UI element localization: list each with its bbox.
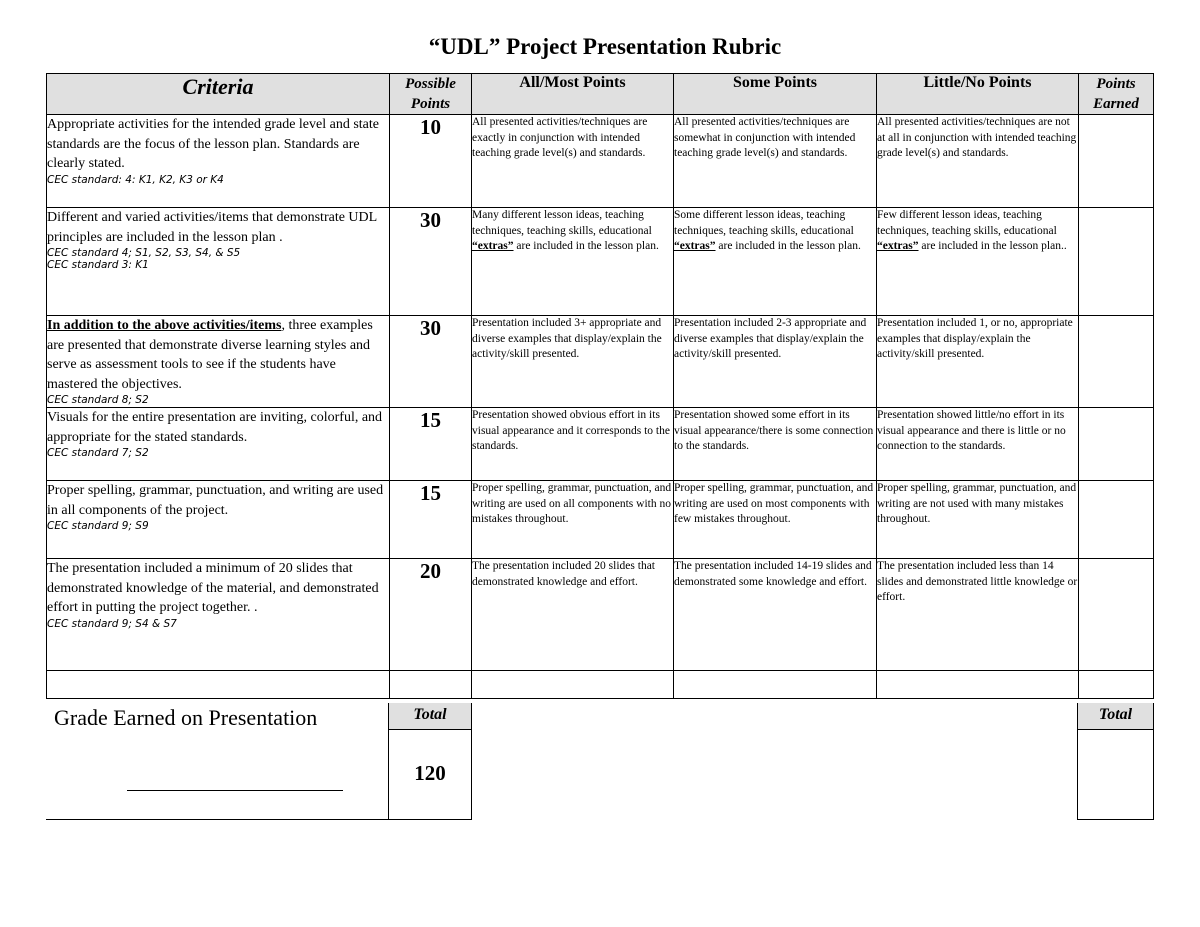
some-description: The presentation included 14-19 slides and demonstrated some knowledge and effort. bbox=[674, 559, 877, 671]
criteria-text: The presentation included a minimum of 20 slides that demonstrated knowledge of the material, and demonstrated effort in putting the project together. . bbox=[47, 561, 379, 615]
points-earned-header: Points Earned bbox=[1079, 74, 1154, 115]
extras-emphasis: “extras” bbox=[877, 240, 919, 252]
cec-standard: CEC standard 8; S2 bbox=[47, 394, 149, 406]
little-no-description: Presentation included 1, or no, appropriate examples that display/explain the activity/skill presented. bbox=[877, 316, 1079, 408]
all-most-description: Proper spelling, grammar, punctuation, and writing are used on all components with no mistakes throughout. bbox=[472, 481, 674, 559]
little-no-description: Presentation showed little/no effort in its visual appearance and there is little or no connection to the standards. bbox=[877, 408, 1079, 481]
criteria-cell bbox=[47, 559, 390, 671]
points-earned-cell[interactable] bbox=[1079, 115, 1154, 208]
criteria-text: Different and varied activities/items that demonstrate UDL principles are included in the lesson plan . bbox=[47, 210, 377, 245]
points-earned-cell[interactable] bbox=[1079, 408, 1154, 481]
header-row bbox=[47, 74, 1154, 115]
table-row bbox=[47, 481, 1154, 559]
little-no-description: Proper spelling, grammar, punctuation, and writing are not used with many mistakes throughout. bbox=[877, 481, 1079, 559]
empty-row bbox=[47, 671, 1154, 699]
criteria-lead: In addition to the above activities/items bbox=[47, 318, 282, 333]
points-earned-cell[interactable] bbox=[1079, 316, 1154, 408]
some-description: Presentation included 2-3 appropriate and diverse examples that display/explain the activity/skill presented. bbox=[674, 316, 877, 408]
little-no-description: Few different lesson ideas, teaching techniques, teaching skills, educational “extras” are included in the lesson plan.. bbox=[877, 208, 1079, 316]
possible-points: 30 bbox=[390, 208, 472, 316]
little-no-points-header: Little/No Points bbox=[877, 74, 1079, 115]
grade-entry-line[interactable] bbox=[127, 790, 343, 791]
some-description: All presented activities/techniques are somewhat in conjunction with intended teaching grade level(s) and standards. bbox=[674, 115, 877, 208]
points-earned-cell[interactable] bbox=[1079, 208, 1154, 316]
criteria-cell bbox=[47, 408, 390, 481]
cec-standard: CEC standard 3: K1 bbox=[47, 259, 149, 271]
possible-total-value: 120 bbox=[414, 761, 446, 785]
possible-points-header: Possible Points bbox=[390, 74, 472, 115]
criteria-text: Appropriate activities for the intended grade level and state standards are the focus of the lesson plan. Standards are clearly stated. bbox=[47, 117, 379, 171]
little-no-description: All presented activities/techniques are not at all in conjunction with intended teaching grade level(s) and standards. bbox=[877, 115, 1079, 208]
extras-emphasis: “extras” bbox=[674, 240, 716, 252]
grade-section bbox=[46, 703, 1153, 821]
criteria-cell bbox=[47, 208, 390, 316]
some-description: Some different lesson ideas, teaching techniques, teaching skills, educational “extras” are included in the lesson plan. bbox=[674, 208, 877, 316]
some-points-header: Some Points bbox=[674, 74, 877, 115]
possible-points: 15 bbox=[390, 408, 472, 481]
cec-standard: CEC standard 9; S9 bbox=[47, 520, 149, 532]
some-description: Presentation showed some effort in its visual appearance/there is some connection to the standards. bbox=[674, 408, 877, 481]
page-title: “UDL” Project Presentation Rubric bbox=[428, 34, 782, 59]
little-no-description: The presentation included less than 14 slides and demonstrated little knowledge or effort. bbox=[877, 559, 1079, 671]
criteria-text: , three examples are presented that demonstrate diverse learning styles and serve as assessment tools to see if the students have mastered the objectives. bbox=[47, 318, 373, 392]
criteria-text: Proper spelling, grammar, punctuation, and writing are used in all components of the project. bbox=[47, 483, 384, 518]
points-earned-cell[interactable] bbox=[1079, 559, 1154, 671]
possible-points: 15 bbox=[390, 481, 472, 559]
all-most-description: The presentation included 20 slides that demonstrated knowledge and effort. bbox=[472, 559, 674, 671]
all-most-description: All presented activities/techniques are exactly in conjunction with intended teaching grade level(s) and standards. bbox=[472, 115, 674, 208]
possible-points: 30 bbox=[390, 316, 472, 408]
table-row bbox=[47, 316, 1154, 408]
possible-points: 10 bbox=[390, 115, 472, 208]
criteria-cell bbox=[47, 481, 390, 559]
cec-standard: CEC standard 9; S4 & S7 bbox=[47, 617, 177, 630]
points-earned-cell[interactable] bbox=[1079, 481, 1154, 559]
criteria-text: Visuals for the entire presentation are inviting, colorful, and appropriate for the stated standards. bbox=[47, 410, 383, 445]
cec-standard: CEC standard 4; S1, S2, S3, S4, & S5 bbox=[47, 247, 241, 259]
possible-points: 20 bbox=[390, 559, 472, 671]
cec-standard: CEC standard 7; S2 bbox=[47, 447, 149, 459]
all-most-description: Presentation included 3+ appropriate and diverse examples that display/explain the activity/skill presented. bbox=[472, 316, 674, 408]
all-most-points-header: All/Most Points bbox=[472, 74, 674, 115]
criteria-cell bbox=[47, 316, 390, 408]
table-row bbox=[47, 115, 1154, 208]
earned-total-label: Total bbox=[1078, 703, 1153, 730]
earned-total-box[interactable] bbox=[1077, 703, 1154, 820]
possible-total-label: Total bbox=[389, 703, 471, 730]
table-row bbox=[47, 408, 1154, 481]
criteria-cell bbox=[47, 115, 390, 208]
some-description: Proper spelling, grammar, punctuation, and writing are used on most components with few mistakes throughout. bbox=[674, 481, 877, 559]
all-most-description: Presentation showed obvious effort in its visual appearance and it corresponds to the standards. bbox=[472, 408, 674, 481]
all-most-description: Many different lesson ideas, teaching techniques, teaching skills, educational “extras” are included in the lesson plan. bbox=[472, 208, 674, 316]
grade-earned-label: Grade Earned on Presentation bbox=[54, 705, 318, 730]
possible-total-box bbox=[388, 703, 472, 820]
extras-emphasis: “extras” bbox=[472, 240, 514, 252]
divider bbox=[46, 819, 389, 820]
table-row bbox=[47, 208, 1154, 316]
table-row bbox=[47, 559, 1154, 671]
rubric-table bbox=[46, 73, 1154, 699]
cec-standard: CEC standard: 4: K1, K2, K3 or K4 bbox=[47, 173, 224, 186]
criteria-header: Criteria bbox=[47, 74, 390, 115]
